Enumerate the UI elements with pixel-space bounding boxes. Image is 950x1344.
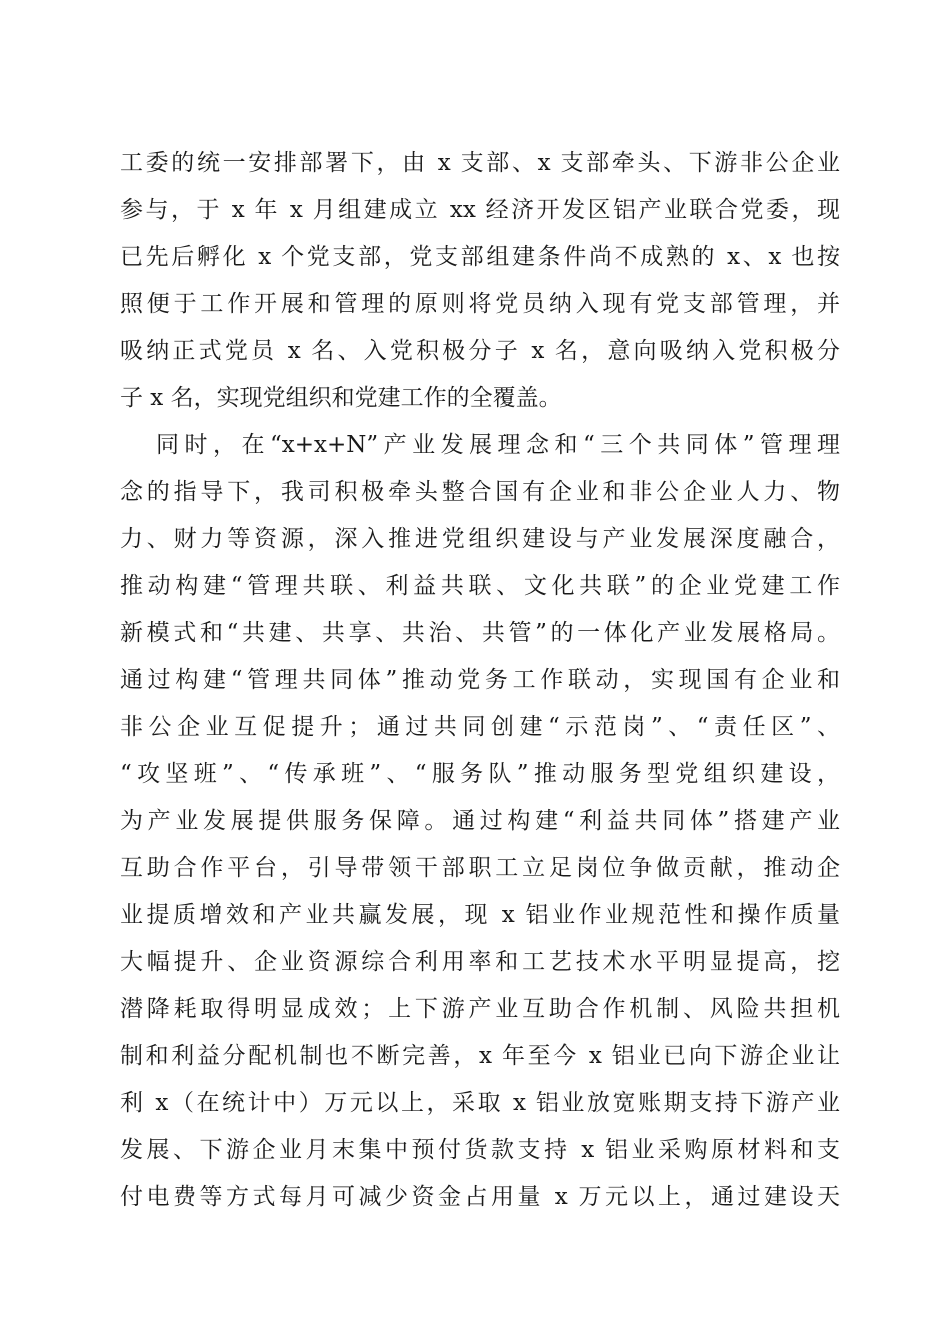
- paragraph-2: [120, 422, 840, 1221]
- paragraph-1: [120, 140, 840, 422]
- text-line: 推动构建“管理共联、利益共联、文化共联”的企业党建工作: [120, 573, 840, 599]
- text-line: 力、财力等资源，深入推进党组织建设与产业发展深度融合，: [120, 526, 840, 552]
- text-line: 制和利益分配机制也不断完善，x 年至今 x 铝业已向下游企业让: [120, 1043, 840, 1069]
- text-line: 潜降耗取得明显成效；上下游产业互助合作机制、风险共担机: [120, 996, 840, 1022]
- text-line: 为产业发展提供服务保障。通过构建“利益共同体”搭建产业: [120, 808, 840, 834]
- text-line: 念的指导下，我司积极牵头整合国有企业和非公企业人力、物: [120, 479, 840, 505]
- text-line: 发展、下游企业月末集中预付货款支持 x 铝业采购原材料和支: [120, 1137, 840, 1163]
- text-line: 业提质增效和产业共赢发展，现 x 铝业作业规范性和操作质量: [120, 902, 840, 928]
- text-line: 通过构建“管理共同体”推动党务工作联动，实现国有企业和: [120, 667, 840, 693]
- text-line: 子 x 名，实现党组织和党建工作的全覆盖。: [120, 385, 562, 411]
- text-line: 吸纳正式党员 x 名、入党积极分子 x 名，意向吸纳入党积极分: [120, 338, 840, 364]
- text-line: 新模式和“共建、共享、共治、共管”的一体化产业发展格局。: [120, 620, 840, 646]
- text-line: 非公企业互促提升；通过共同创建“示范岗”、“责任区”、: [120, 714, 840, 740]
- text-line: 工委的统一安排部署下，由 x 支部、x 支部牵头、下游非公企业: [120, 150, 840, 176]
- text-line: “攻坚班”、“传承班”、“服务队”推动服务型党组织建设，: [120, 761, 840, 787]
- text-line: 参与，于 x 年 x 月组建成立 xx 经济开发区铝产业联合党委，现: [120, 197, 840, 223]
- text-line: 大幅提升、企业资源综合利用率和工艺技术水平明显提高，挖: [120, 949, 840, 975]
- text-line: 付电费等方式每月可减少资金占用量 x 万元以上，通过建设天: [120, 1184, 840, 1210]
- text-line: 利 x（在统计中）万元以上，采取 x 铝业放宽账期支持下游产业: [120, 1090, 840, 1116]
- text-line: 互助合作平台，引导带领干部职工立足岗位争做贡献，推动企: [120, 855, 840, 881]
- text-line: 同时，在“x+x+N”产业发展理念和“三个共同体”管理理: [156, 432, 840, 458]
- text-line: 已先后孵化 x 个党支部，党支部组建条件尚不成熟的 x、x 也按: [120, 244, 840, 270]
- text-line: 照便于工作开展和管理的原则将党员纳入现有党支部管理，并: [120, 291, 840, 317]
- body-text: [120, 140, 840, 1221]
